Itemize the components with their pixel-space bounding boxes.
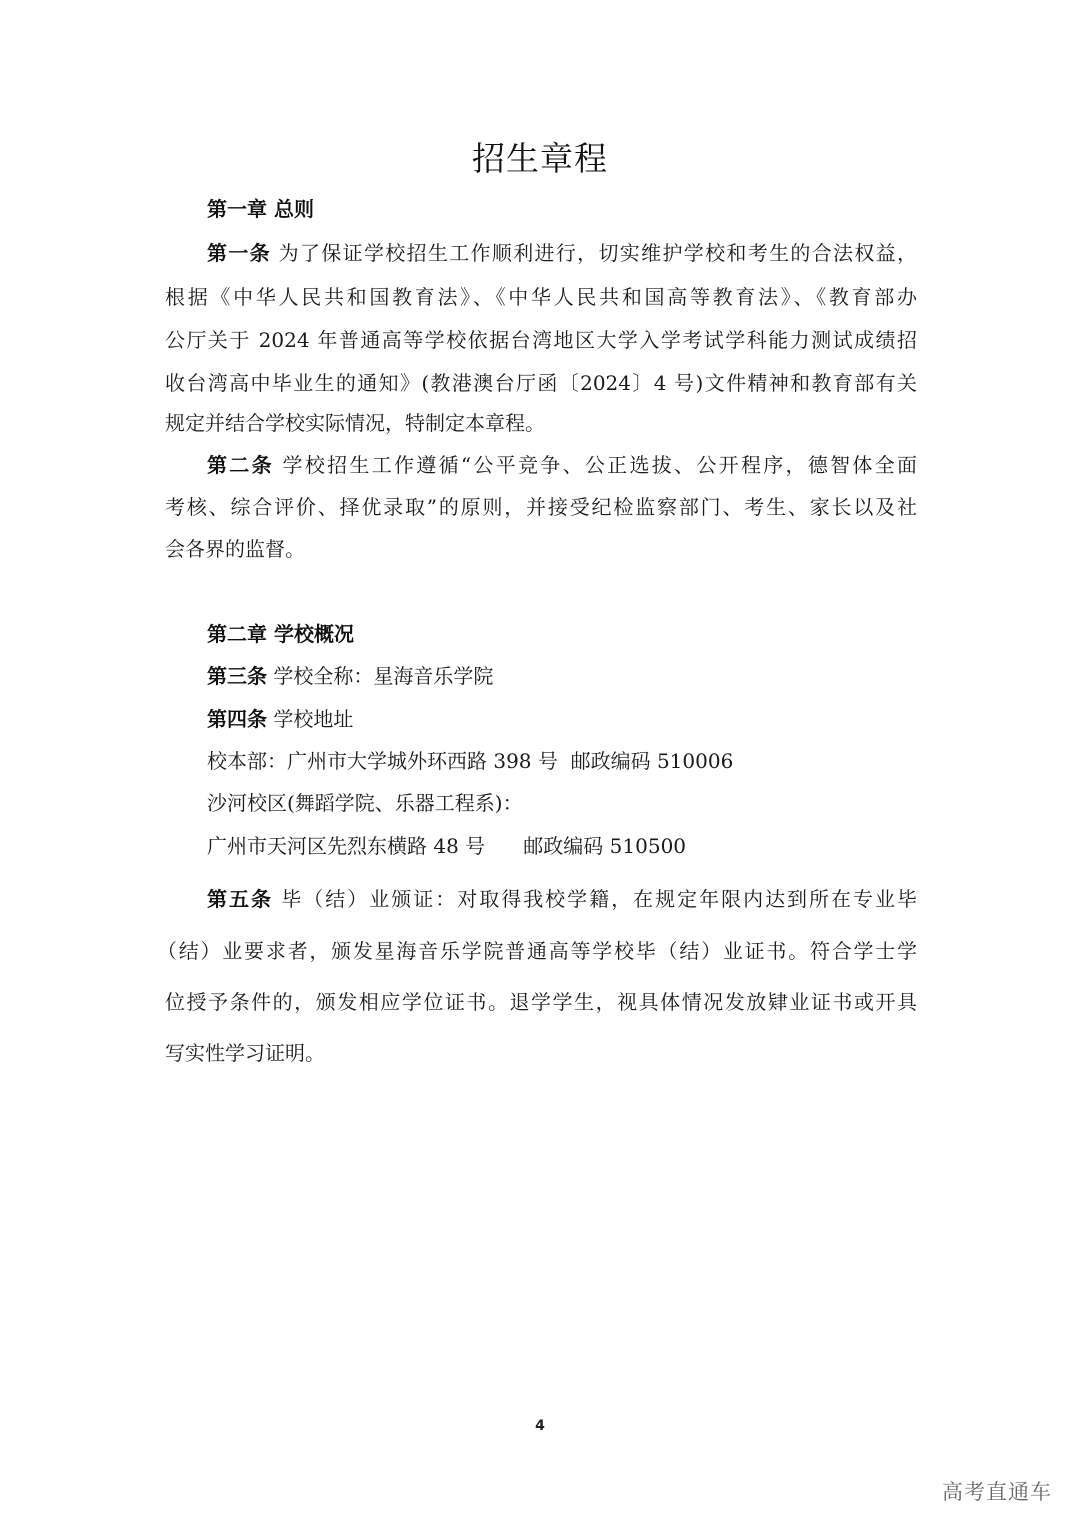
article-1-label: 第一条 xyxy=(207,241,271,265)
article-5-text: 毕（结）业颁证：对取得我校学籍，在规定年限内达到所在专业毕 xyxy=(272,887,918,911)
article-1-line-2: 根据《中华人民共和国教育法》、《中华人民共和国高等教育法》、《教育部办 xyxy=(165,285,917,309)
article-2-label: 第二条 xyxy=(207,453,274,477)
watermark-label: 高考直通车 xyxy=(942,1480,1052,1504)
article-5-label: 第五条 xyxy=(207,887,273,911)
article-3-line xyxy=(207,661,917,691)
page-title: 招生章程 xyxy=(472,139,608,178)
article-3-label: 第三条 xyxy=(207,664,267,688)
article-5-line-3: 位授予条件的，颁发相应学位证书。退学学生，视具体情况发放肄业证书或开具 xyxy=(165,990,917,1014)
article-4-label: 第四条 xyxy=(207,707,267,731)
article-2-line-3: 会各界的监督。 xyxy=(165,537,305,561)
shahe-campus-label: 沙河校区(舞蹈学院、乐器工程系)： xyxy=(207,791,523,815)
article-4-text: 学校地址 xyxy=(267,707,354,731)
article-2-line-2: 考核、综合评价、择优录取”的原则，并接受纪检监察部门、考生、家长以及社 xyxy=(165,495,917,519)
article-1-line-1 xyxy=(207,238,917,268)
chapter-2-heading: 第二章 学校概况 xyxy=(207,622,354,646)
chapter-1-heading: 第一章 总则 xyxy=(207,197,314,221)
article-1-line-4: 收台湾高中毕业生的通知》(教港澳台厅函〔2024〕4 号)文件精神和教育部有关 xyxy=(165,371,917,395)
article-2-text: 学校招生工作遵循“公平竞争、公正选拔、公开程序，德智体全面 xyxy=(273,453,917,477)
shahe-campus-address: 广州市天河区先烈东横路 48 号 邮政编码 510500 xyxy=(207,834,687,858)
article-5-line-1 xyxy=(207,884,917,914)
article-1-line-3: 公厅关于 2024 年普通高等学校依据台湾地区大学入学考试学科能力测试成绩招 xyxy=(165,328,917,352)
article-2-line-1 xyxy=(207,450,917,480)
article-4-line xyxy=(207,704,917,734)
article-5-line-2: （结）业要求者，颁发星海音乐学院普通高等学校毕（结）业证书。符合学士学 xyxy=(157,939,917,963)
article-5-line-4: 写实性学习证明。 xyxy=(165,1041,325,1065)
main-campus-address: 校本部：广州市大学城外环西路 398 号 邮政编码 510006 xyxy=(207,749,734,773)
article-1-line-5: 规定并结合学校实际情况，特制定本章程。 xyxy=(165,411,545,435)
page-number: 4 xyxy=(535,1418,545,1434)
article-1-text: 为了保证学校招生工作顺利进行，切实维护学校和考生的合法权益， xyxy=(270,241,917,265)
article-3-text: 学校全称：星海音乐学院 xyxy=(267,664,494,688)
